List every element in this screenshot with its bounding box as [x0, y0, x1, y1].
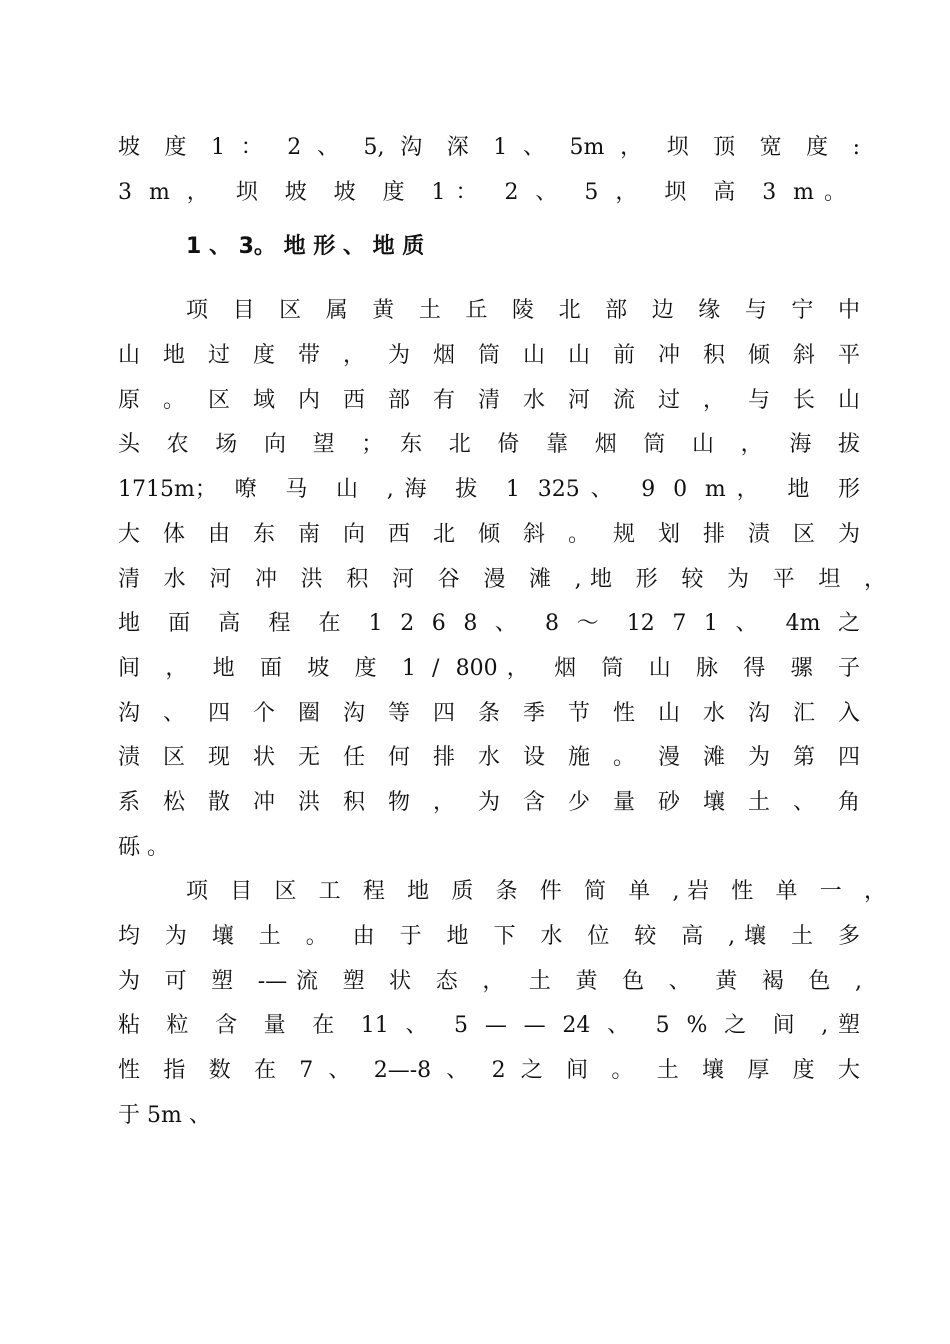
- text-line: 3 m ， 坝 坡 坡 度 1： 2 、 5 ， 坝 高 3 m。: [118, 180, 846, 205]
- text-line: 头 农 场 向 望 ； 东 北 倚 靠 烟 筒 山 ， 海 拔: [118, 432, 860, 457]
- text-line: 山 地 过 度 带 ， 为 烟 筒 山 山 前 冲 积 倾 斜 平: [118, 343, 860, 368]
- text-line: 原 。 区 域 内 西 部 有 清 水 河 流 过 ， 与 长 山: [118, 388, 860, 413]
- text-line: 清 水 河 冲 洪 积 河 谷 漫 滩 ,地 形 较 为 平 坦 ，: [118, 567, 886, 592]
- text-line: 系 松 散 冲 洪 积 物 ， 为 含 少 量 砂 壤 土 、 角: [118, 790, 860, 815]
- text-line: 渍 区 现 状 无 任 何 排 水 设 施 。 漫 滩 为 第 四: [118, 745, 860, 770]
- text-line: 沟 、 四 个 圈 沟 等 四 条 季 节 性 山 水 沟 汇 入: [118, 701, 860, 726]
- text-line: 项 目 区 工 程 地 质 条 件 简 单 ,岩 性 单 一 ，: [186, 879, 886, 904]
- text-line: 1715m； 嘹 马 山 ,海 拔 1 325、 9 0 m， 地 形: [118, 477, 860, 502]
- text-line: 为 可 塑 -—流 塑 状 态 ， 土 黄 色 、 黄 褐 色 ,: [118, 969, 862, 994]
- text-line: 砾 。: [118, 835, 169, 860]
- text-line: 间 ， 地 面 坡 度 1 / 800， 烟 筒 山 脉 得 骡 子: [118, 656, 860, 681]
- text-line: 均 为 壤 土 。 由 于 地 下 水 位 较 高 ,壤 土 多: [118, 924, 860, 949]
- text-line: 项 目 区 属 黄 土 丘 陵 北 部 边 缘 与 宁 中: [186, 298, 860, 323]
- section-heading: 1 、 3。 地 形 、 地 质: [186, 234, 425, 259]
- text-line: 大 体 由 东 南 向 西 北 倾 斜 。 规 划 排 渍 区 为: [118, 522, 860, 547]
- text-line: 于 5m 、: [118, 1103, 211, 1128]
- text-line: 性 指 数 在 7 、 2—-8 、 2 之 间 。 土 壤 厚 度 大: [118, 1058, 860, 1083]
- text-line: 地 面 高 程 在 1 2 6 8 、 8 ～ 12 7 1 、 4m 之: [118, 611, 860, 636]
- text-line: 坡 度 1 ： 2 、 5, 沟 深 1 、 5m ， 坝 顶 宽 度 :: [118, 135, 860, 160]
- text-line: 粘 粒 含 量 在 11 、 5 — — 24 、 5 % 之 间 ,塑: [118, 1013, 860, 1038]
